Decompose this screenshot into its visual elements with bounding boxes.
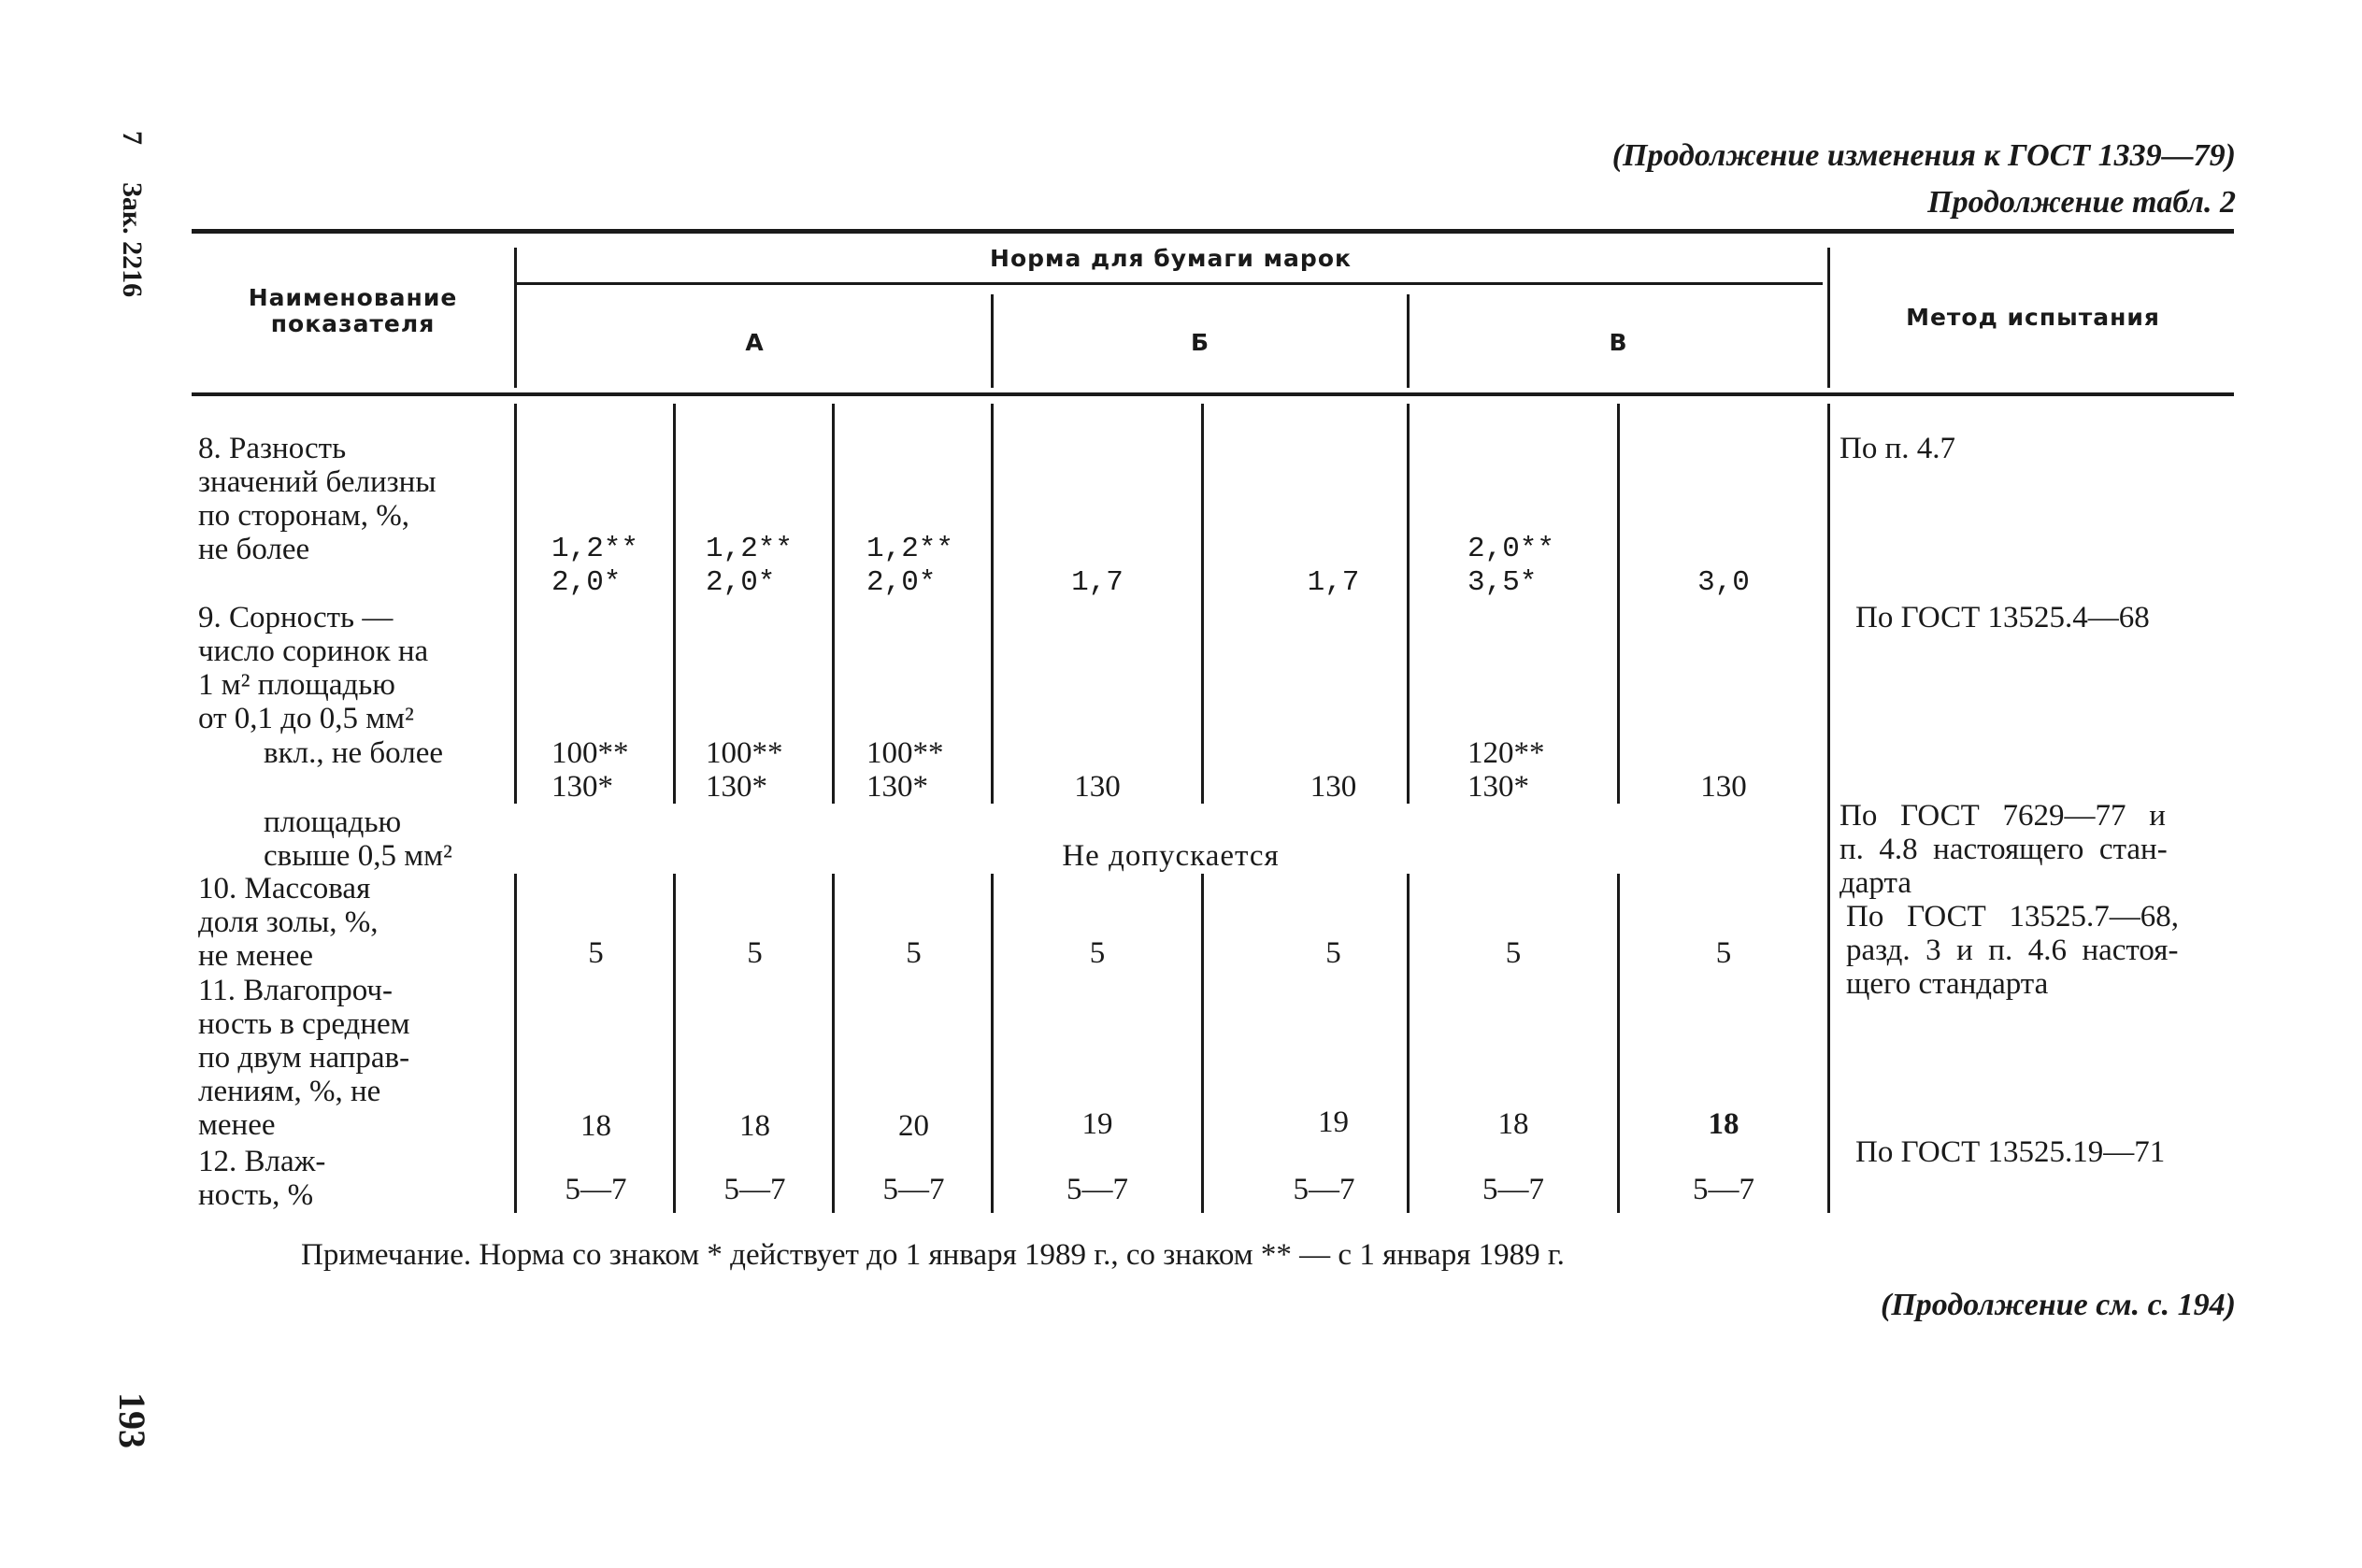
continued-footer: (Продолжение см. с. 194) (1881, 1288, 2236, 1322)
row-10-cell: 5 (1505, 936, 1522, 970)
row-9-cell: 100** 130* (866, 736, 944, 804)
row-9c-label: площадью свыше 0,5 мм² (264, 805, 452, 873)
row-8-cell: 2,0** 3,5* (1467, 533, 1555, 599)
row-8-cell: 1,2** 2,0* (866, 533, 954, 599)
row-10-cell: 5 (747, 936, 763, 970)
page-side-number: 7 (117, 131, 148, 145)
header-divider (1827, 248, 1830, 388)
row-12-cell: 5—7 (1066, 1173, 1128, 1206)
row-11-cell: 19 (1318, 1105, 1349, 1139)
header-divider (514, 248, 517, 388)
col-name-header: Наименование показателя (248, 284, 458, 337)
header-bottom-rule (192, 392, 2234, 396)
row-8-cell: 1,2** 2,0* (551, 533, 639, 599)
body-divider (673, 404, 676, 804)
method-row-9c: По ГОСТ 7629—77 и п. 4.8 настоящего стан- дарта (1839, 799, 2168, 900)
row-8-cell: 3,0 (1697, 566, 1750, 599)
row-9-cell: 100** 130* (706, 736, 783, 804)
table-top-rule (192, 229, 2234, 234)
row-10-label: 10. Массовая доля золы, %, не менее (198, 872, 379, 973)
method-row-12: По ГОСТ 13525.19—71 (1855, 1135, 2166, 1169)
row-9-label: 9. Сорность — число соринок на 1 м² площадью от 0,1 до 0,5 мм² (198, 601, 429, 735)
row-12-cell: 5—7 (1693, 1173, 1754, 1206)
row-10-cell: 5 (1089, 936, 1106, 970)
row-11-cell: 18 (1708, 1107, 1739, 1141)
body-divider (1827, 404, 1830, 804)
norm-header-rule (517, 282, 1823, 285)
order-number: Зак. 2216 (117, 182, 148, 298)
body-divider (1201, 404, 1204, 804)
col-method-header: Метод испытания (1906, 304, 2160, 331)
row-11-cell: 18 (1497, 1107, 1529, 1141)
row-8-label: 8. Разность значений белизны по сторонам, %, не более (198, 432, 437, 566)
body-divider (1407, 874, 1410, 1213)
grade-v: В (1609, 329, 1628, 356)
row-11-cell: 18 (580, 1109, 611, 1143)
row-12-label: 12. Влаж- ность, % (198, 1145, 326, 1212)
row-8-cell: 1,7 (1071, 566, 1124, 599)
row-10-cell: 5 (1325, 936, 1341, 970)
row-12-cell: 5—7 (1293, 1173, 1355, 1206)
row-12-cell: 5—7 (1482, 1173, 1544, 1206)
body-divider (514, 404, 517, 804)
body-divider (1617, 404, 1620, 804)
row-12-cell: 5—7 (723, 1173, 786, 1206)
row-9-cell: 130 (1074, 770, 1121, 804)
row-11-cell: 19 (1081, 1107, 1113, 1141)
body-divider (673, 874, 676, 1213)
table-note: Примечание. Норма со знаком * действует до 1 января 1989 г., со знаком ** — с 1 января 1989 г. (301, 1238, 1565, 1272)
body-divider (832, 874, 835, 1213)
row-9c-span: Не допускается (1062, 839, 1280, 873)
col-norm-header: Норма для бумаги марок (990, 245, 1352, 272)
body-divider (1827, 874, 1830, 1213)
row-9-cell: 100** 130* (551, 736, 629, 804)
body-divider (991, 874, 994, 1213)
grade-a: А (745, 329, 765, 356)
body-divider (514, 874, 517, 1213)
body-divider (1617, 874, 1620, 1213)
page-number: 193 (111, 1392, 153, 1448)
row-9-label-cont: вкл., не более (264, 736, 444, 770)
row-10-cell: 5 (906, 936, 922, 970)
row-11-cell: 18 (739, 1109, 770, 1143)
method-row-9: По ГОСТ 13525.4—68 (1855, 601, 2150, 634)
row-8-cell: 1,2** 2,0* (706, 533, 794, 599)
method-divider (1827, 804, 1830, 874)
row-9-cell: 120** 130* (1467, 736, 1545, 804)
row-10-cell: 5 (1715, 936, 1732, 970)
row-10-cell: 5 (588, 936, 604, 970)
body-divider (991, 404, 994, 804)
row-12-cell: 5—7 (882, 1173, 945, 1206)
row-11-cell: 20 (898, 1109, 929, 1143)
row-9-cell: 130 (1700, 770, 1747, 804)
body-divider (832, 404, 835, 804)
table-continuation: Продолжение табл. 2 (1927, 185, 2236, 220)
row-11-label: 11. Влагопроч- ность в среднем по двум направ- лениям, %, не менее (198, 974, 410, 1142)
row-8-cell: 1,7 (1307, 566, 1360, 599)
method-row-10-11: По ГОСТ 13525.7—68, разд. 3 и п. 4.6 настоя- щего стандарта (1846, 900, 2179, 1001)
body-divider (1201, 874, 1204, 1213)
row-9-cell: 130 (1310, 770, 1357, 804)
continuation-title: (Продолжение изменения к ГОСТ 1339—79) (1611, 138, 2236, 173)
grade-b: Б (1190, 329, 1210, 356)
row-12-cell: 5—7 (565, 1173, 627, 1206)
method-row-8: По п. 4.7 (1839, 432, 1955, 465)
